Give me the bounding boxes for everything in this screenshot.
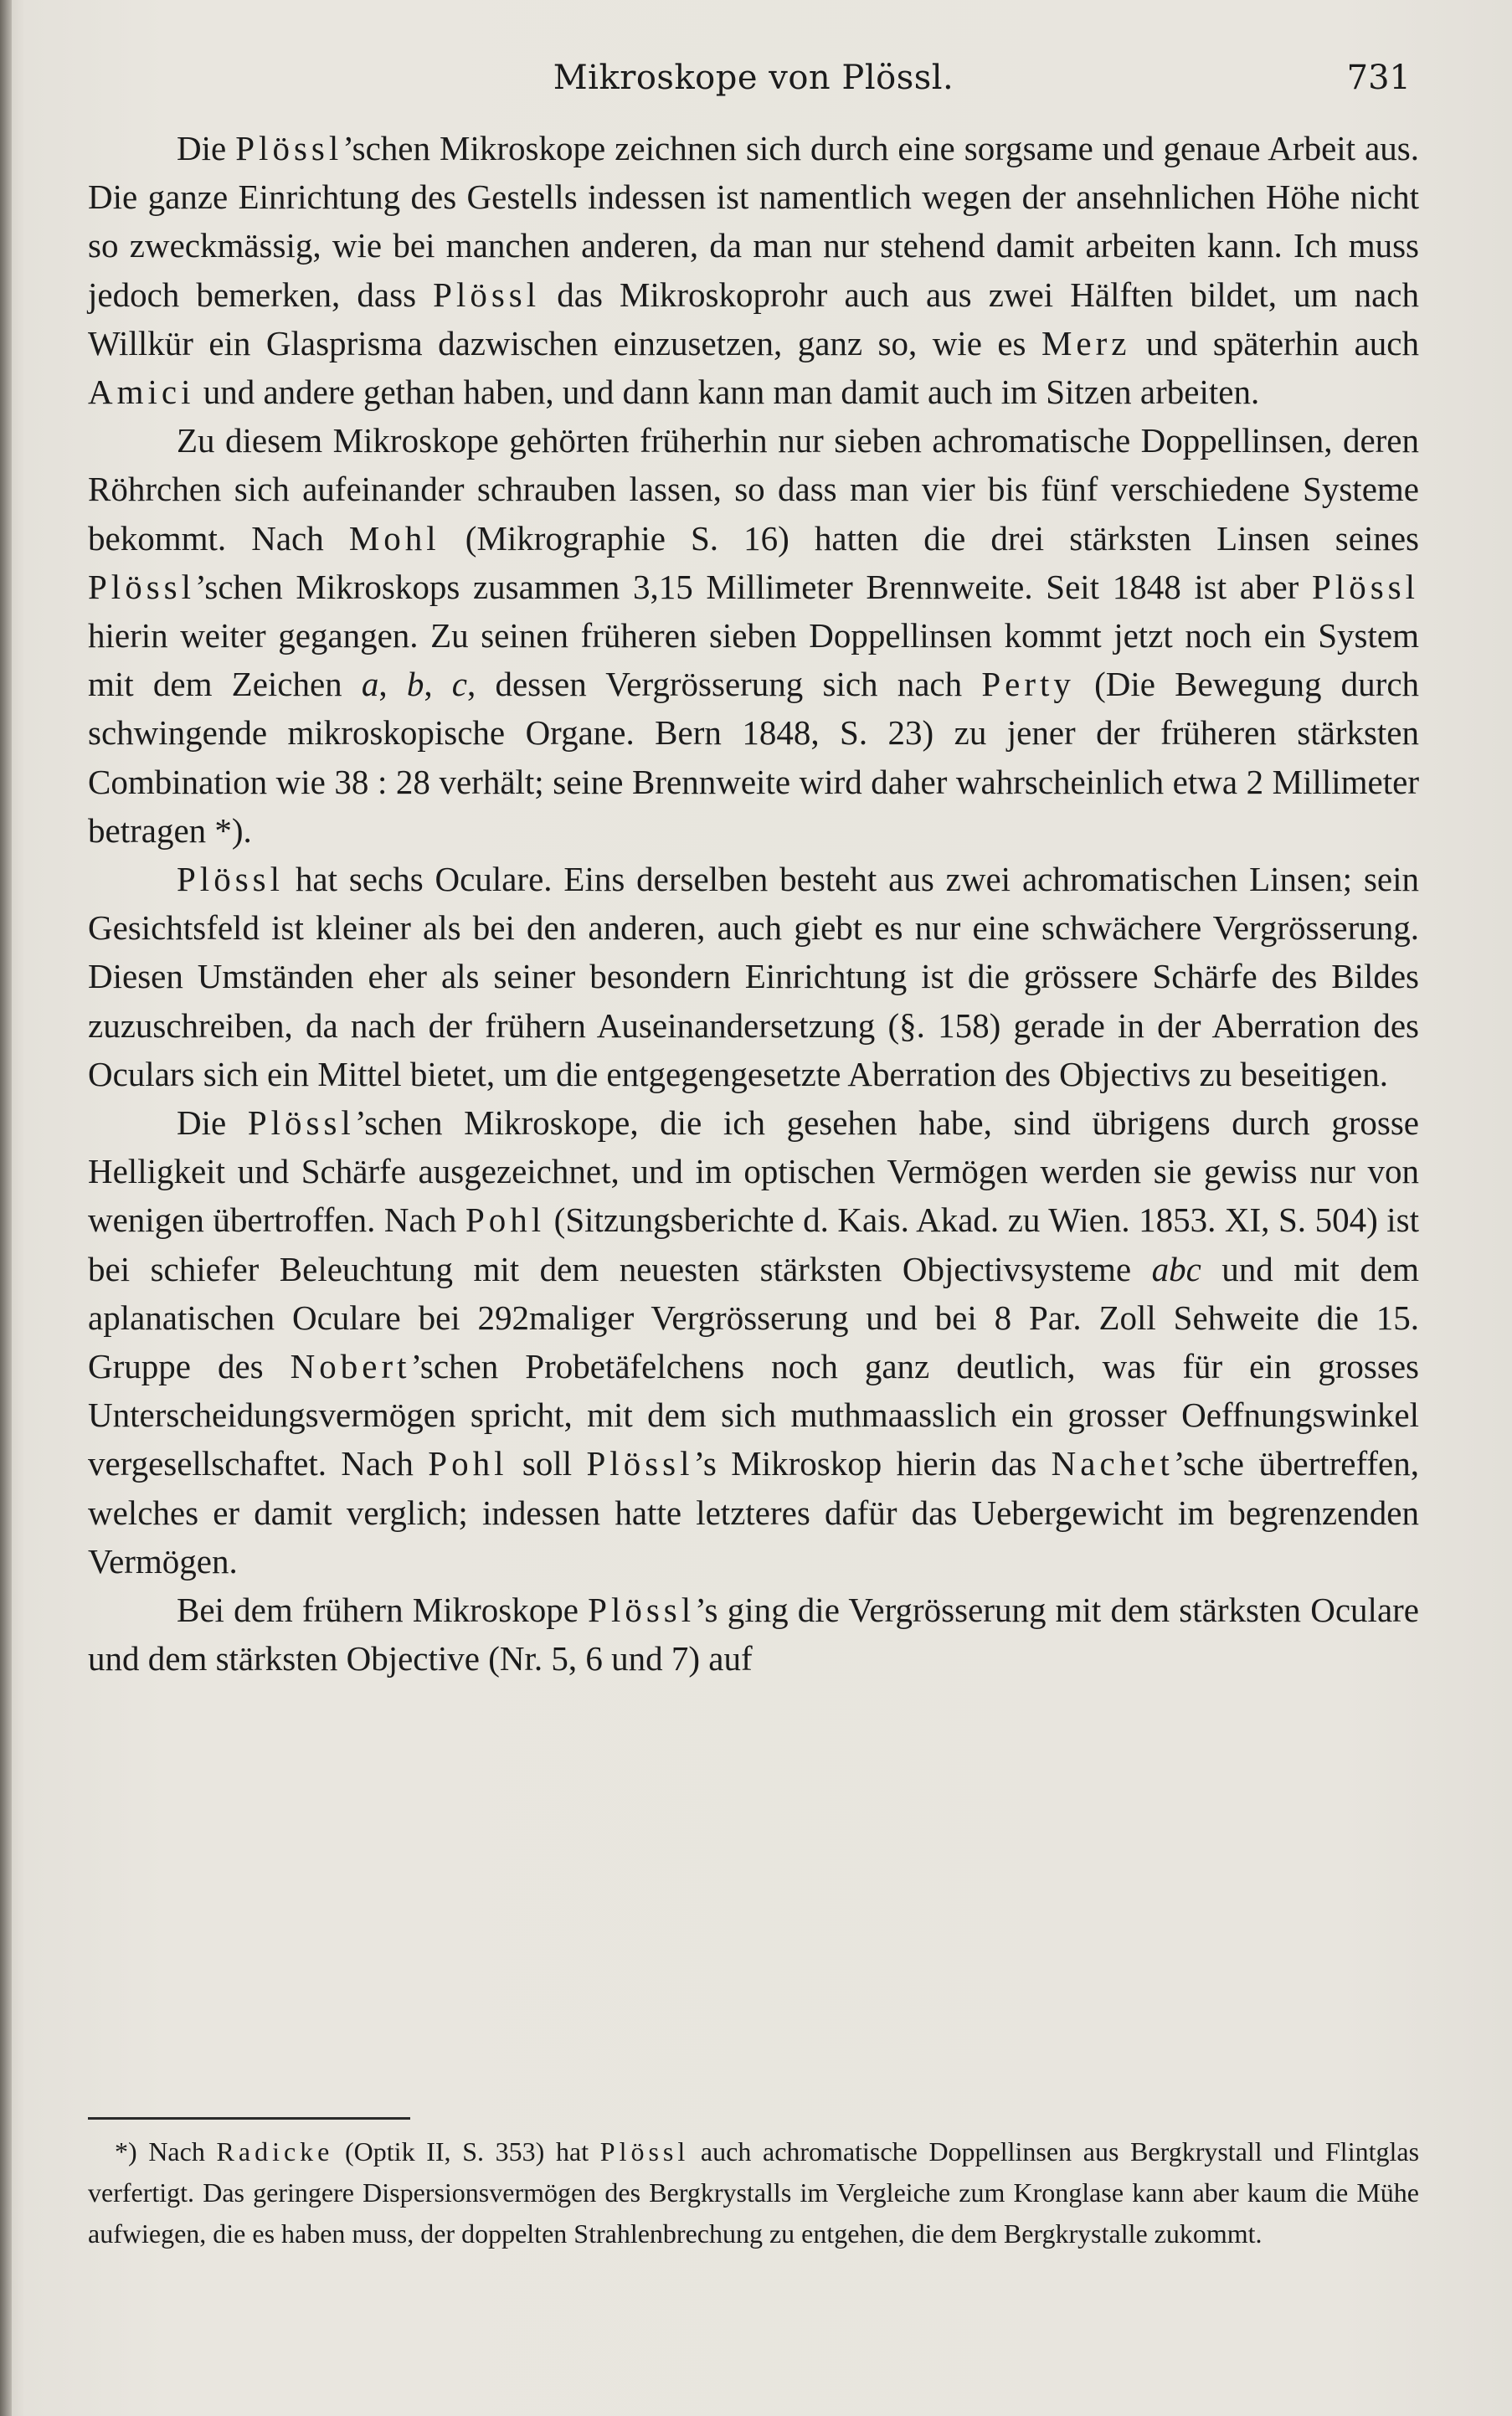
italic-text: a <box>361 665 379 704</box>
paragraph <box>88 124 1419 416</box>
spaced-name: Plössl <box>177 860 284 899</box>
page-number: 731 <box>1346 59 1411 97</box>
text-run: hat sechs Oculare. Eins derselben besteht aus zwei achromatischen Linsen; sein Gesichtsfeld ist kleiner als bei den anderen, auch giebt es nur eine schwächere Vergrösserung. Diesen Umständen eher als seiner besondern Einrichtung ist die grössere Schärfe des Bildes zuzuschreiben, da nach der frühern Auseinandersetzung (§. 158) gerade in der Aberration des Oculars sich ein Mittel bietet, um die entgegengesetzte Aberration des Objectivs zu beseitigen. <box>88 860 1419 1093</box>
spaced-name: Amici <box>88 373 195 412</box>
text-run: , dessen Vergrösserung sich nach <box>467 665 982 704</box>
text-run: ’sche übertreffen, welches er damit verglich; indessen hatte letzteres dafür das Uebergewicht im begrenzenden Vermögen. <box>88 1444 1419 1581</box>
italic-text: c <box>451 665 467 704</box>
spaced-name: Merz <box>1041 323 1131 362</box>
text-run: , <box>424 665 452 704</box>
text-run: Die <box>177 129 236 167</box>
text-run: ’schen Mikroskops zusammen 3,15 Millimeter Brennweite. Seit 1848 ist aber <box>195 567 1312 606</box>
text-run: und späterhin auch <box>1130 323 1420 362</box>
spaced-name: Perty <box>981 665 1075 704</box>
spaced-name: Radicke <box>216 2136 334 2167</box>
spaced-name: Plössl <box>433 275 541 314</box>
text-run: und mit dem aplanatischen Oculare bei 292maliger Vergrösserung und bei 8 Par. Zoll Sehweite die 15. Gruppe des <box>88 1249 1419 1386</box>
text-run: ’schen Probetäfelchens noch ganz deutlich, was für ein grosses Unterscheidungsvermögen spricht, mit dem sich muthmaasslich ein grosser Oeffnungswinkel vergesellschaftet. Nach <box>88 1347 1419 1483</box>
text-run: ’schen Mikroskope zeichnen sich durch eine sorgsame und genaue Arbeit aus. Die ganze Einrichtung des Gestells indessen ist namentlich wegen der ansehnlichen Höhe nicht so zweckmässig, wie bei manchen anderen, da man nur stehend damit arbeiten kann. Ich muss jedoch bemerken, dass <box>88 129 1419 314</box>
text-run: Zu diesem Mikroskope gehörten früherhin nur sieben achromatische Doppellinsen, deren Röhrchen sich aufeinander schrauben lassen, so dass man vier bis fünf verschiedene Systeme bekommt. Nach <box>88 421 1419 558</box>
text-run: soll <box>507 1444 587 1483</box>
spaced-name: Plössl <box>599 2136 690 2167</box>
spaced-name: Plössl <box>88 567 195 606</box>
text-run: (Mikrographie S. 16) hatten die drei stärksten Linsen seines <box>440 518 1419 558</box>
page-binding-edge <box>0 0 12 2416</box>
paragraph <box>88 855 1419 1098</box>
spaced-name: Plössl <box>1312 567 1419 606</box>
running-head: Mikroskope von Plössl. <box>553 59 954 97</box>
spaced-name: Plössl <box>235 129 343 167</box>
spaced-name: Mohl <box>348 518 440 558</box>
spaced-name: Plössl <box>247 1103 355 1143</box>
text-run: ’schen Mikroskope, die ich gesehen habe, sind übrigens durch grosse Helligkeit und Schärfe ausgezeichnet, und im optischen Vermögen werden sie gewiss nur von wenigen übertroffen. Nach <box>88 1103 1419 1240</box>
spaced-name: Nachet <box>1051 1444 1174 1483</box>
spaced-name: Pohl <box>465 1200 546 1240</box>
text-run: Bei dem frühern Mikroskope <box>177 1591 589 1630</box>
footnote-text <box>88 2131 1419 2254</box>
text-run: *) Nach <box>115 2136 217 2167</box>
text-run: (Die Bewegung durch schwingende mikroskopische Organe. Bern 1848, S. 23) zu jener der früheren stärksten Combination wie 38 : 28 verhält; seine Brennweite wird daher wahrscheinlich etwa 2 Millimeter betragen *). <box>88 665 1420 850</box>
text-run: hierin weiter gegangen. Zu seinen früheren sieben Doppellinsen kommt jetzt noch ein System mit dem Zeichen <box>88 616 1419 704</box>
text-run: das Mikroskoprohr auch aus zwei Hälften bildet, um nach Willkür ein Glasprisma dazwischen einzusetzen, ganz so, wie es <box>88 275 1419 362</box>
footnote <box>88 2131 1419 2254</box>
spaced-name: Plössl <box>586 1444 694 1483</box>
paragraph <box>88 1098 1419 1586</box>
paragraph <box>88 1586 1419 1683</box>
text-run: (Optik II, S. 353) hat <box>333 2136 600 2167</box>
text-run: Die <box>177 1103 248 1143</box>
body-text <box>88 124 1419 1683</box>
page-header <box>88 59 1419 109</box>
italic-text: b <box>406 665 424 704</box>
spaced-name: Pohl <box>428 1444 508 1483</box>
spaced-name: Nobert <box>290 1347 411 1386</box>
footnote-divider <box>88 2117 410 2120</box>
spaced-name: Plössl <box>588 1591 696 1630</box>
text-run: und andere gethan haben, und dann kann man damit auch im Sitzen arbeiten. <box>194 373 1260 412</box>
text-run: , <box>378 665 407 704</box>
italic-text: abc <box>1151 1249 1201 1288</box>
paragraph <box>88 416 1419 855</box>
text-run: (Sitzungsberichte d. Kais. Akad. zu Wien. 1853. XI, S. 504) ist bei schiefer Beleuchtung mit dem neuesten stärksten Objectivsysteme <box>88 1200 1419 1288</box>
text-run: ’s Mikroskop hierin das <box>693 1444 1052 1483</box>
text-run: auch achromatische Doppellinsen aus Bergkrystall und Flintglas verfertigt. Das geringere Dispersionsvermögen des Bergkrystalls im Vergleiche zum Kronglase kann aber kaum die Mühe aufwiegen, die es haben muss, der doppelten Strahlenbrechung zu entgehen, die dem Bergkrystalle zukommt. <box>88 2136 1420 2249</box>
text-run: ’s ging die Vergrösserung mit dem stärksten Oculare und dem stärksten Objective (Nr. 5, 6 und 7) auf <box>88 1591 1419 1678</box>
